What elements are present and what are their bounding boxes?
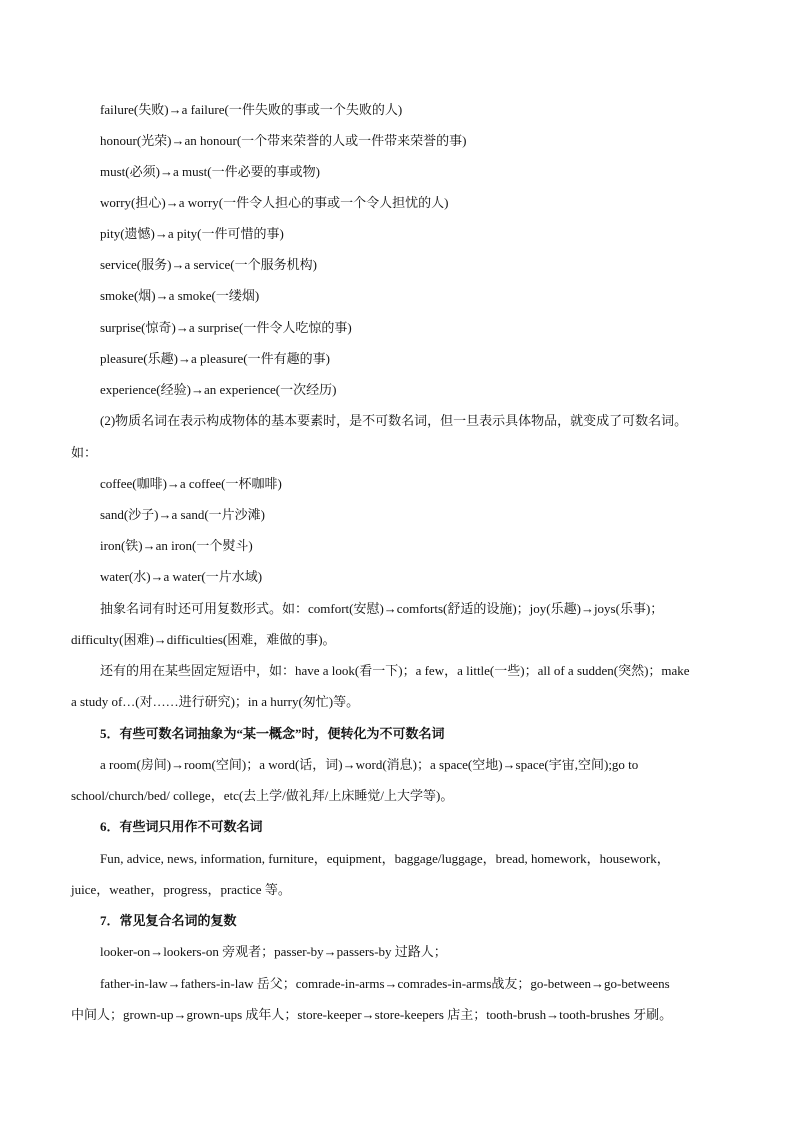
section-5-text-cont: school/church/bed/ college，etc(去上学/做礼拜/上床睡觉/上大学等)。: [71, 788, 454, 803]
example-line: pity(遗憾)→a pity(一件可惜的事): [100, 226, 284, 241]
example-line: worry(担心)→a worry(一件令人担心的事或一个令人担忧的人): [100, 195, 449, 210]
section-7-text: father-in-law→fathers-in-law 岳父；comrade-in-arms→comrades-in-arms战友；go-between→go-betweens: [100, 976, 670, 991]
example-line: smoke(烟)→a smoke(一缕烟): [100, 288, 260, 303]
example-line: must(必须)→a must(一件必要的事或物): [100, 164, 320, 179]
fixed-phrases-paragraph: 还有的用在某些固定短语中，如：have a look(看一下)；a few，a little(一些)；all of a sudden(突然)；make: [100, 663, 690, 678]
example-line: coffee(咖啡)→a coffee(一杯咖啡): [100, 476, 282, 491]
fixed-phrases-paragraph-cont: a study of…(对……进行研究)；in a hurry(匆忙)等。: [71, 694, 360, 709]
material-noun-paragraph: (2)物质名词在表示构成物体的基本要素时，是不可数名词，但一旦表示具体物品，就变成了可数名词。: [100, 413, 688, 428]
example-line: iron(铁)→an iron(一个熨斗): [100, 538, 253, 553]
section-7-text-cont: 中间人；grown-up→grown-ups 成年人；store-keeper→store-keepers 店主；tooth-brush→tooth-brushes 牙刷。: [71, 1007, 673, 1022]
section-6-text: Fun, advice, news, information, furniture，equipment，baggage/luggage，bread, homework，housework，: [100, 851, 670, 866]
example-line: service(服务)→a service(一个服务机构): [100, 257, 317, 272]
example-line: sand(沙子)→a sand(一片沙滩): [100, 507, 265, 522]
material-noun-paragraph-cont: 如：: [71, 445, 98, 460]
example-line: experience(经验)→an experience(一次经历): [100, 382, 337, 397]
example-line: water(水)→a water(一片水域): [100, 569, 263, 584]
example-line: pleasure(乐趣)→a pleasure(一件有趣的事): [100, 351, 330, 366]
example-line: honour(光荣)→an honour(一个带来荣誉的人或一件带来荣誉的事): [100, 133, 467, 148]
section-5-text: a room(房间)→room(空间)；a word(话，词)→word(消息)；a space(空地)→space(宇宙,空间);go to: [100, 757, 639, 772]
section-6-heading: 6．有些词只用作不可数名词: [100, 819, 263, 834]
example-line: failure(失败)→a failure(一件失败的事或一个失败的人): [100, 102, 403, 117]
section-6-text-cont: juice，weather，progress，practice 等。: [71, 882, 291, 897]
plural-abstract-paragraph-cont: difficulty(困难)→difficulties(困难，难做的事)。: [71, 632, 336, 647]
section-5-heading: 5．有些可数名词抽象为“某一概念”时，便转化为不可数名词: [100, 726, 445, 741]
section-7-heading: 7．常见复合名词的复数: [100, 913, 237, 928]
example-line: surprise(惊奇)→a surprise(一件令人吃惊的事): [100, 320, 352, 335]
plural-abstract-paragraph: 抽象名词有时还可用复数形式。如：comfort(安慰)→comforts(舒适的设施)；joy(乐趣)→joys(乐事)；: [100, 601, 664, 616]
section-7-text: looker-on→lookers-on 旁观者；passer-by→passers-by 过路人；: [100, 944, 447, 959]
